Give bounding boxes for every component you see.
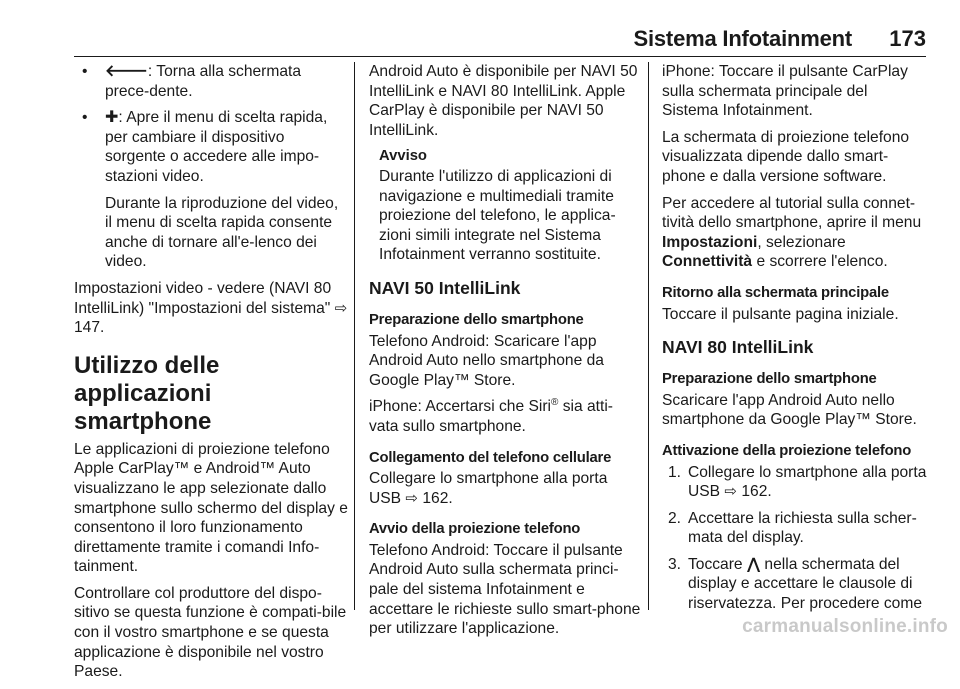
phone-connection-text: [369, 469, 641, 508]
page-ref-icon: ⇨: [405, 489, 418, 507]
video-settings-text: Impostazioni video - vedere (NAVI 80 IntelliLink) "Impostazioni del sistema": [74, 279, 332, 317]
column-2: [369, 62, 641, 646]
page-number: 173: [889, 26, 926, 51]
subheading-activate-projection: Attivazione della proiezione telefono: [662, 442, 912, 459]
step-text-b: nella schermata del display e accettare le clausole di riservatezza. Per procedere come: [688, 555, 923, 613]
note-box: [369, 147, 641, 265]
subheading-smartphone-prep: Preparazione dello smartphone: [369, 311, 584, 328]
page-ref-icon: ⇨: [724, 483, 737, 501]
bullet-back: [74, 62, 348, 101]
settings-menu-label: Impostazioni: [662, 233, 758, 251]
iphone-prep-text: [369, 397, 641, 436]
connectivity-label: Connettività: [662, 253, 753, 271]
tutorial-text-c: , selezionare: [757, 233, 846, 251]
step-2: [662, 509, 928, 548]
step-number: 2.: [668, 509, 682, 527]
phone-connection-body: Collegare lo smartphone alla porta USB: [369, 470, 608, 507]
step-number: 1.: [668, 463, 682, 481]
bullet-text: : Torna alla schermata prece-dente.: [105, 63, 302, 100]
iphone-prep-text-b: sia atti-vata sullo smartphone.: [369, 398, 613, 435]
bullet-subtext: Durante la riproduzione del video, il menu di scelta rapida consente anche di tornare all'e-lenco dei video.: [105, 194, 339, 271]
subheading-smartphone-prep: Preparazione dello smartphone: [662, 371, 877, 388]
running-title: Sistema Infotainment: [633, 26, 852, 51]
step-text: Accettare la richiesta sulla scher-mata del display.: [688, 509, 917, 547]
step-text: Collegare lo smartphone alla porta USB: [688, 463, 927, 501]
column-3: [662, 62, 928, 621]
step-3: [662, 555, 928, 614]
iphone-carplay-text: iPhone: Toccare il pulsante CarPlay sulla schermata principale del Sistema Infotainment.: [662, 63, 908, 120]
step-text-a: Toccare: [688, 555, 747, 573]
header-rule: [74, 56, 926, 57]
note-text: Durante l'utilizzo di applicazioni di navigazione e multimediali tramite proiezione del telefono, le applica-zioni simili integrate nel Sistema Infotainment verranno sostituite.: [379, 167, 616, 264]
android-prep-text: Telefono Android: Scaricare l'app Android Auto nello smartphone da Google Play™ Store.: [369, 332, 604, 389]
watermark: carmanualsonline.info: [742, 616, 948, 637]
section-heading: Utilizzo delle applicazioni smartphone: [74, 351, 220, 435]
subheading-return-home: Ritorno alla schermata principale: [662, 284, 889, 301]
tutorial-text: [662, 194, 928, 272]
video-settings-ref: [74, 279, 348, 338]
step-number: 3.: [668, 555, 682, 573]
bullet-dot: •: [82, 109, 88, 127]
column-divider-2: [648, 62, 649, 610]
page-ref-number: 162.: [422, 489, 453, 507]
bullet-text: : Apre il menu di scelta rapida, per cambiare il dispositivo sorgente o accedere alle impo-stazioni video.: [105, 109, 328, 185]
note-title: Avviso: [379, 148, 427, 165]
step-1: [662, 463, 928, 502]
projection-screen-text: La schermata di proiezione telefono visualizzata dipende dallo smart-phone e dalla versione software.: [662, 128, 910, 185]
column-1: [74, 62, 348, 689]
page-ref-number: 162.: [741, 483, 772, 501]
column-divider-1: [354, 62, 355, 610]
android-auto-download-text: Scaricare l'app Android Auto nello smartphone da Google Play™ Store.: [662, 391, 917, 429]
tutorial-text-d: e scorrere l'elenco.: [752, 253, 888, 271]
availability-paragraph: Android Auto è disponibile per NAVI 50 IntelliLink e NAVI 80 IntelliLink. Apple CarPlay è disponibile per NAVI 50 IntelliLink.: [369, 63, 638, 139]
iphone-prep-text-a: iPhone: Accertarsi che Siri: [369, 398, 552, 416]
subheading-start-projection: Avvio della proiezione telefono: [369, 521, 581, 538]
page-header: [74, 26, 926, 54]
bullet-dot: •: [82, 63, 88, 80]
compatibility-paragraph: Controllare col produttore del dispo-sitivo se questa funzione è compati-bile con il vostro smartphone e se questa applicazione è disponibile nel vostro Paese.: [74, 584, 347, 681]
registered-mark: ®: [551, 397, 559, 409]
subsection-heading: NAVI 50 IntelliLink: [369, 277, 521, 298]
subheading-phone-connection: Collegamento del telefono cellulare: [369, 449, 612, 466]
page-ref-number: 147.: [74, 319, 105, 337]
tutorial-text-a: Per accedere al tutorial sulla connet-tività dello smartphone, aprire il menu: [662, 194, 922, 232]
back-arrow-icon: 🡐: [105, 63, 148, 80]
return-home-text: Toccare il pulsante pagina iniziale.: [662, 305, 899, 323]
bullet-quick-menu: [74, 108, 348, 272]
page-ref-icon: ⇨: [334, 299, 348, 317]
intro-paragraph: Le applicazioni di proiezione telefono Apple CarPlay™ e Android™ Auto visualizzano le app selezionate dallo smartphone sullo schermo del display e consentono il loro funzionamento direttamente tramite i comandi Info-tainment.: [74, 440, 348, 576]
start-projection-text: Telefono Android: Toccare il pulsante Android Auto sulla schermata princi-pale del sistema Infotainment e accettare le richieste sullo smart-phone per utilizzare l'applicazione.: [369, 541, 641, 638]
chevron-up-icon: ⋀: [746, 555, 761, 573]
plus-icon: ✚: [105, 109, 119, 127]
subsection-heading: NAVI 80 IntelliLink: [662, 337, 814, 358]
